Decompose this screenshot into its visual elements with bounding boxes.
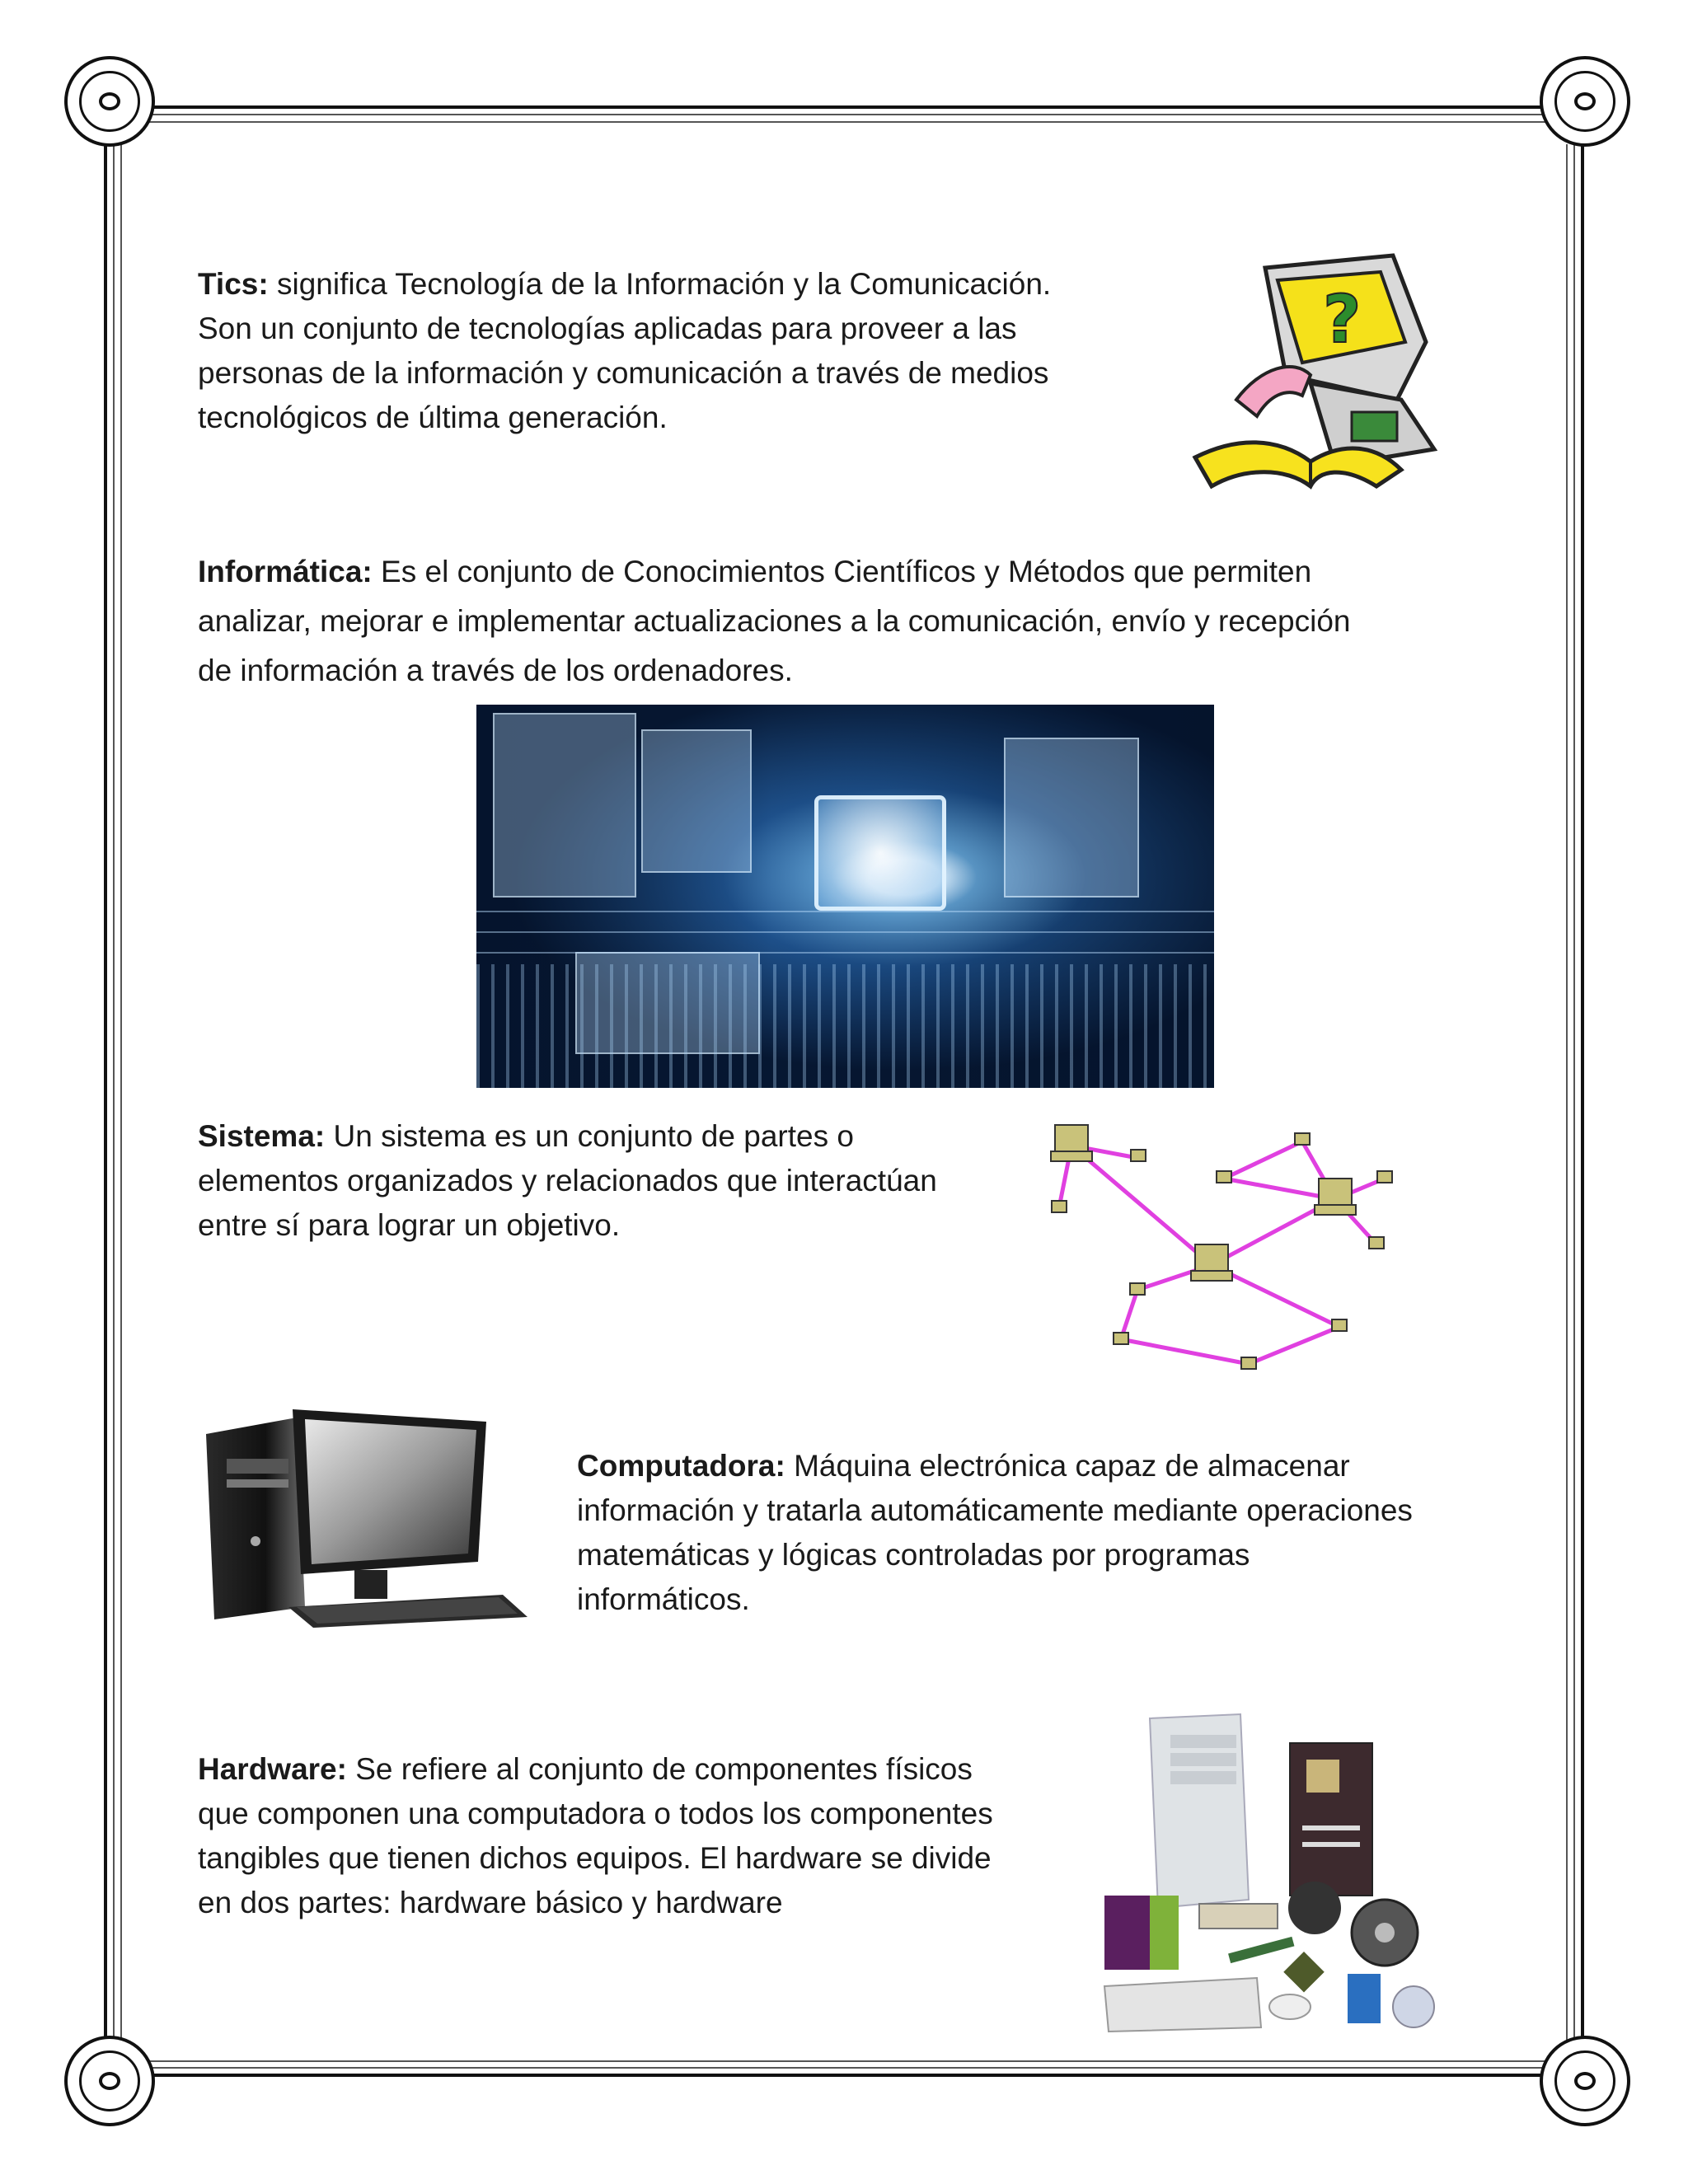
paragraph-line: significa Tecnología de la Información y la Comunicación. xyxy=(268,267,1052,301)
digital-world-photo xyxy=(476,705,1214,1088)
term-computadora: Computadora: xyxy=(577,1449,785,1483)
hardware-components-photo xyxy=(1100,1710,1447,2040)
corner-ornament-icon xyxy=(1540,2036,1630,2126)
paragraph-line: elementos organizados y relacionados que interactúan xyxy=(198,1164,937,1197)
desktop-computer-photo xyxy=(190,1401,536,1632)
paragraph-hardware xyxy=(198,1747,993,1925)
paragraph-computadora xyxy=(577,1444,1413,1622)
paragraph-line: que componen una computadora o todos los componentes xyxy=(198,1797,993,1830)
paragraph-line: personas de la información y comunicación a través de medios xyxy=(198,356,1049,390)
paragraph-line: de información a través de los ordenadores. xyxy=(198,654,793,687)
term-informatica: Informática: xyxy=(198,555,373,588)
paragraph-sistema xyxy=(198,1114,937,1248)
paragraph-line: Son un conjunto de tecnologías aplicadas para proveer a las xyxy=(198,312,1017,345)
paragraph-line: tecnológicos de última generación. xyxy=(198,401,668,434)
paragraph-line: Se refiere al conjunto de componentes físicos xyxy=(346,1752,973,1786)
paragraph-line: entre sí para lograr un objetivo. xyxy=(198,1208,621,1242)
corner-ornament-icon xyxy=(64,2036,155,2126)
paragraph-line: analizar, mejorar e implementar actualizaciones a la comunicación, envío y recepción xyxy=(198,604,1351,638)
corner-ornament-icon xyxy=(1540,56,1630,147)
paragraph-line: Máquina electrónica capaz de almacenar xyxy=(785,1449,1350,1483)
term-tics: Tics: xyxy=(198,267,269,301)
corner-ornament-icon xyxy=(64,56,155,147)
paragraph-line: Es el conjunto de Conocimientos Científicos y Métodos que permiten xyxy=(372,555,1312,588)
paragraph-line: Un sistema es un conjunto de partes o xyxy=(325,1119,854,1153)
paragraph-line: en dos partes: hardware básico y hardware xyxy=(198,1886,783,1919)
paragraph-informatica xyxy=(198,547,1350,696)
paragraph-line: tangibles que tienen dichos equipos. El hardware se divide xyxy=(198,1841,992,1875)
paragraph-tics xyxy=(198,262,1051,440)
term-hardware: Hardware: xyxy=(198,1752,347,1786)
computer-question-clipart xyxy=(1187,251,1451,490)
term-sistema: Sistema: xyxy=(198,1119,326,1153)
computer-network-diagram xyxy=(1030,1108,1426,1380)
paragraph-line: información y tratarla automáticamente mediante operaciones xyxy=(577,1493,1413,1527)
paragraph-line: informáticos. xyxy=(577,1582,750,1616)
svg-text:?: ? xyxy=(1323,281,1362,358)
paragraph-line: matemáticas y lógicas controladas por programas xyxy=(577,1538,1250,1572)
